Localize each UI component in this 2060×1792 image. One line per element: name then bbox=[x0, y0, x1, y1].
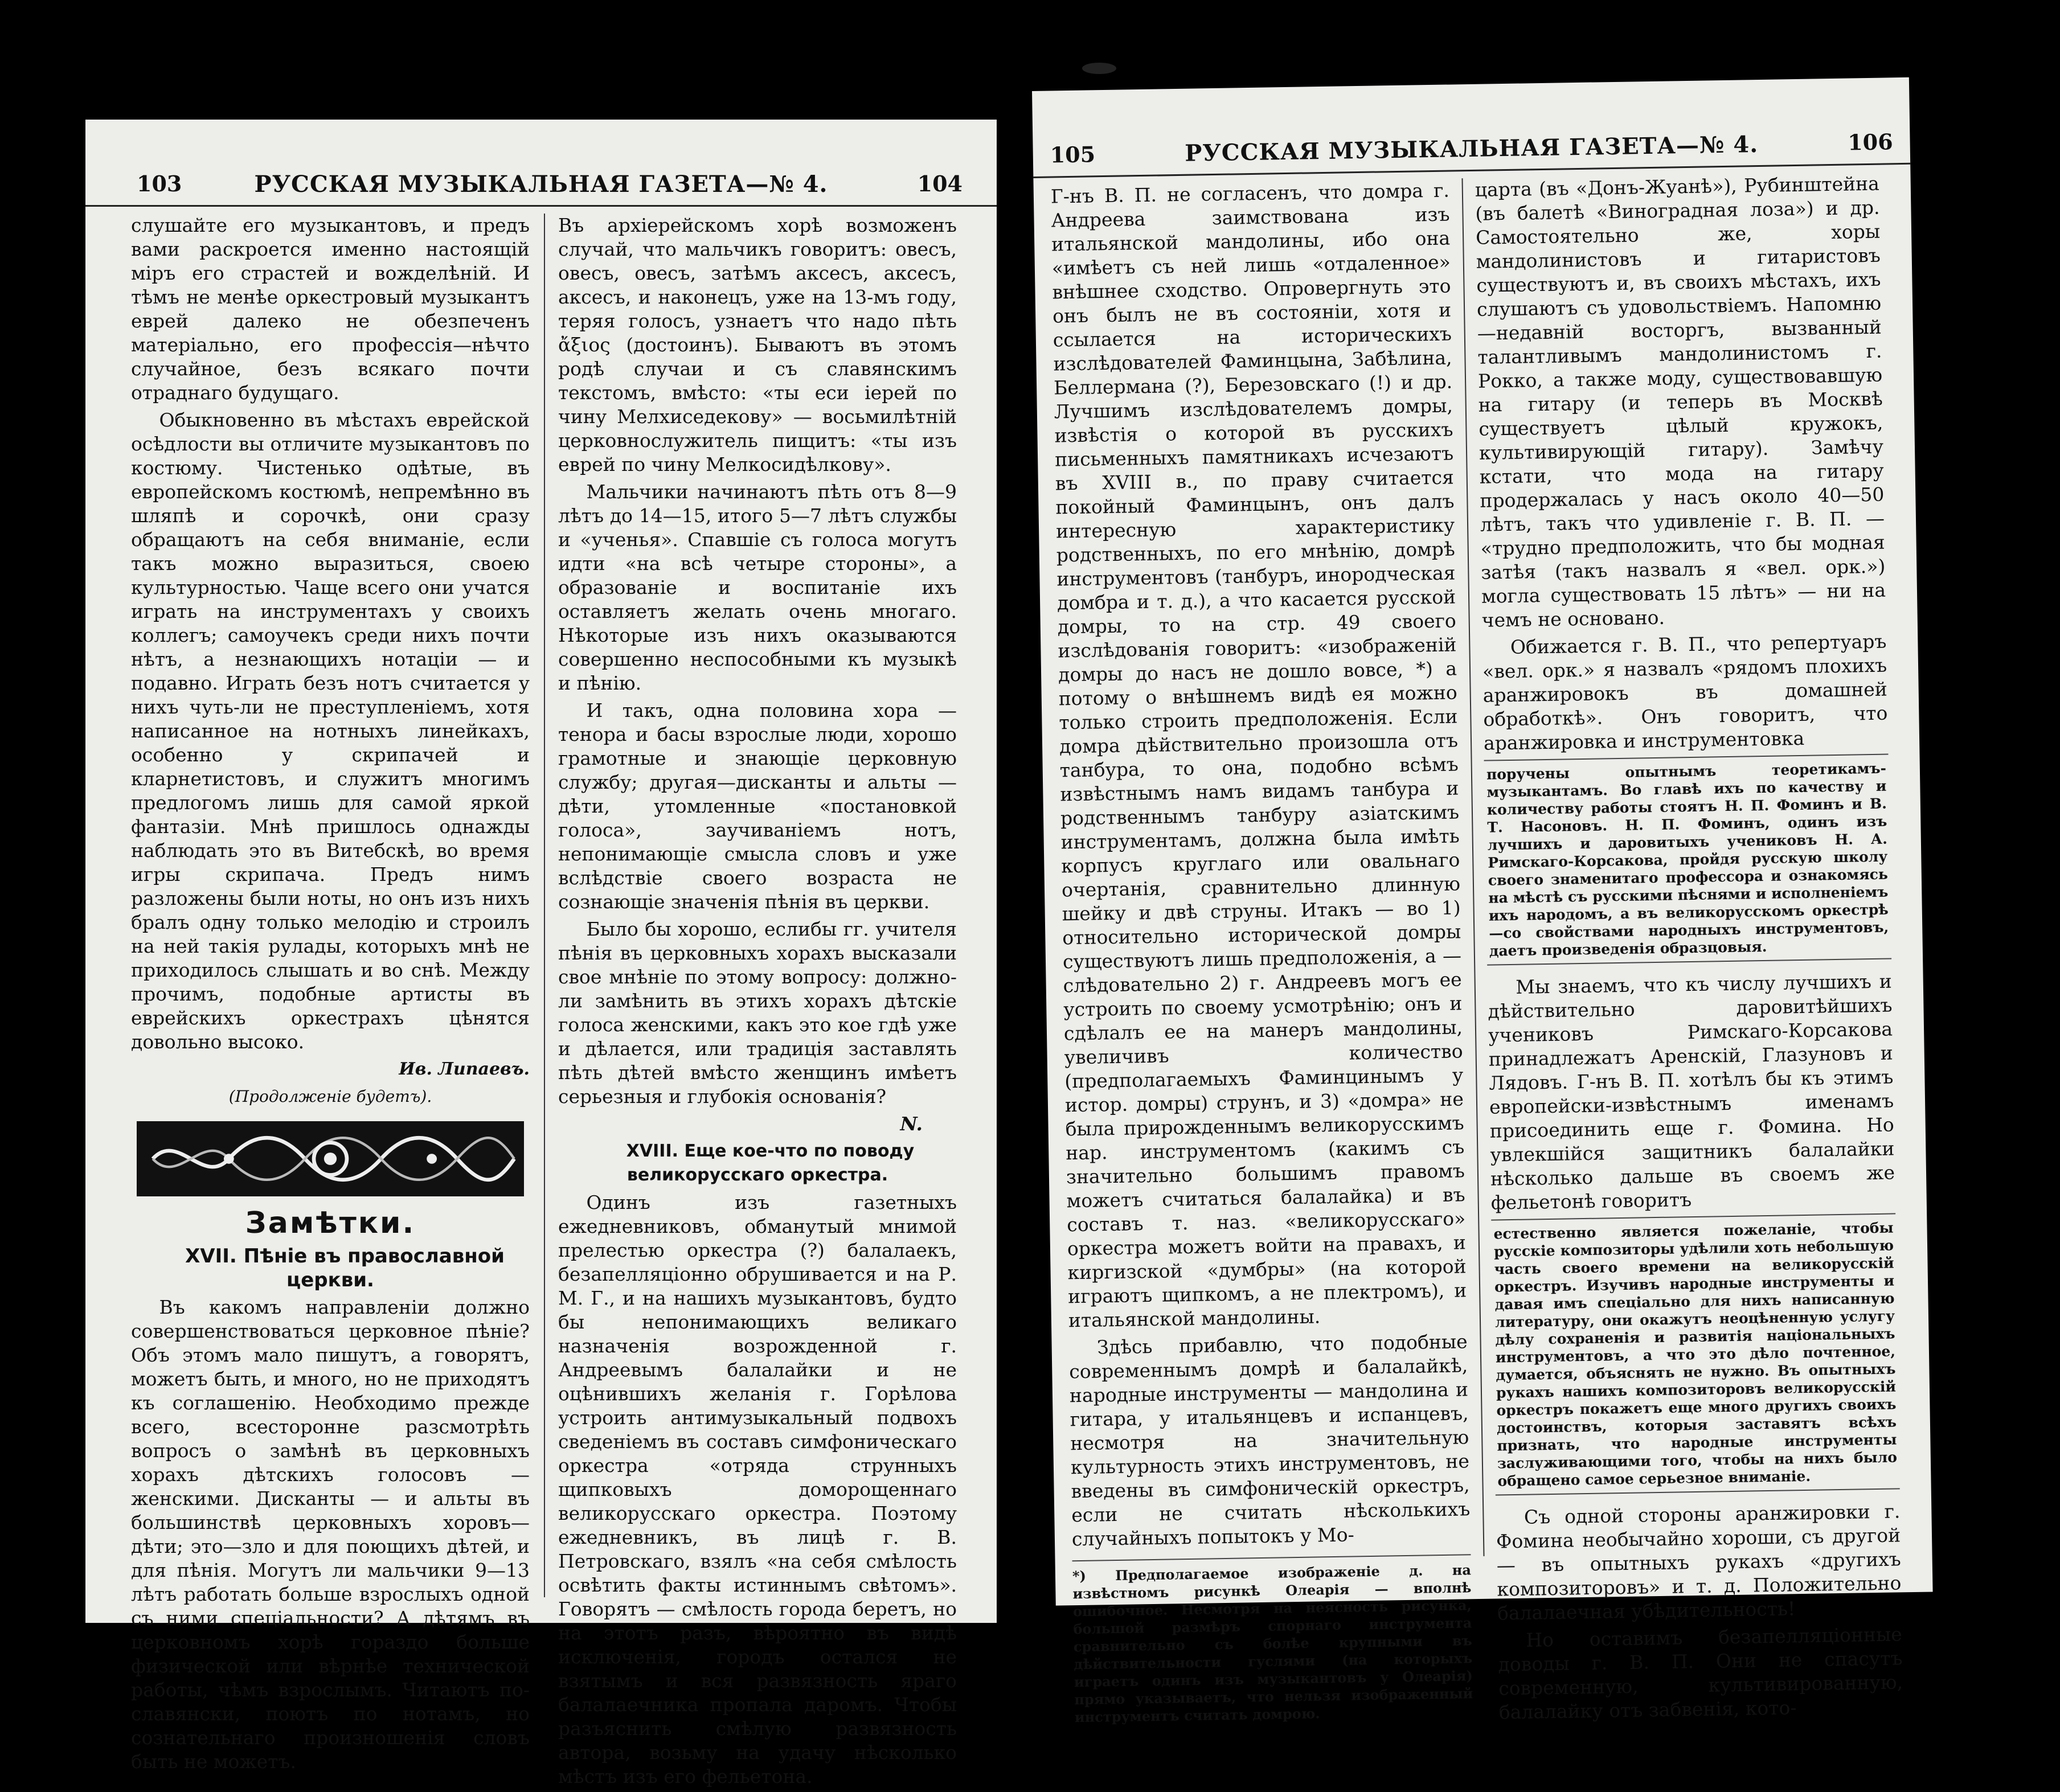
author-signature: Ив. Липаевъ. bbox=[399, 1059, 530, 1079]
right-page-column-2 bbox=[1475, 172, 1903, 1728]
subsection-title: XVIII. Еще кое-что по поводу великорусскаго оркестра. bbox=[626, 1141, 915, 1185]
right-page bbox=[1032, 77, 1933, 1726]
paragraph: Г-нъ В. П. не согласенъ, что домра г. Андреева заимствована изъ итальянской мандолины, ибо она «имѣетъ съ ней лишь «отдаленное» внѣшнее сходство. Опровергнуть это онъ былъ не въ состояніи, хотя и ссылается на историческихъ изслѣдователей Фаминцына, Забѣлина, Беллермана (?), Березовскаго (!) и др. Лучшимъ изслѣдователемъ домры, извѣстія о которой въ русскихъ письменныхъ памятникахъ исчезаютъ въ XVIII в., по праву считается покойный Фаминцынъ, онъ далъ интересную характеристику родственныхъ, по его мнѣнію, домрѣ инструментовъ (танбуръ, инородческая домбра и т. д.), а что касается русской домры, то на стр. 49 своего изслѣдованія говоритъ: «изображеній домры до насъ не дошло вовсе, *) а потому о внѣшнемъ видѣ ея можно только строить предположенія. Если домра дѣйствительно произошла отъ танбура, то она, подобно всѣмъ извѣстнымъ намъ видамъ танбура и родственнымъ танбуру азіатскимъ инструментамъ, должна была имѣть корпусъ круглаго или овальнаго очертанія, сравнительно длинную шейку и двѣ струны. Итакъ — во 1) относительно исторической домры существуютъ лишь предположенія, а — слѣдовательно 2) г. Андреевъ могъ ее устроить по своему усмотрѣнію; онъ и сдѣлалъ ее на манеръ мандолины, увеличивъ количество (предполагаемыхъ Фаминцинымъ у истор. домры) струнъ, и 3) «домра» не была прирожденнымъ великорусскимъ нар. инструментомъ (какимъ съ значительно большимъ правомъ можетъ считаться балалайка) и въ составъ т. наз. «великорусскаго» оркестра можетъ войти на правахъ, и киргизской «думбры» (на которой играютъ щипкомъ, а не плектромъ), и итальянской мандолины. bbox=[1050, 179, 1467, 1332]
scan-speck bbox=[558, 74, 581, 84]
ornament-graphic bbox=[140, 1125, 521, 1193]
paragraph: слушайте его музыкантовъ, и предъ вами раскроется именно настоящій міръ его страстей и вожделѣній. И тѣмъ не менѣе оркестровый музыкантъ еврей далеко не обезпеченъ матеріально, его профессія—нѣчто случайное, безъ всякаго почти отраднаго будущаго. bbox=[131, 214, 530, 404]
page-number: 106 bbox=[1847, 129, 1893, 155]
paragraph: Мы знаемъ, что къ числу лучшихъ и дѣйствительно даровитѣйшихъ учениковъ Римскаго-Корсакова принадлежатъ Аренскій, Глазуновъ и Лядовъ. Г-нъ В. П. хотѣлъ бы къ этимъ европейски-извѣстнымъ именамъ присоединить еще г. Фомина. Но увлекшійся защитникъ балалайки нѣсколько дальше въ своемъ же фельетонѣ говоритъ bbox=[1488, 970, 1895, 1214]
paragraph: Въ архіерейскомъ хорѣ возможенъ случай, что мальчикъ говоритъ: овесъ, овесъ, овесъ, затѣмъ аксесъ, аксесъ, аксесъ, и наконецъ, уже на 13-мъ году, теряя голосъ, узнаетъ что надо пѣть ἄξιος (достоинъ). Бываютъ въ этомъ родѣ случаи и съ славянскимъ текстомъ, вмѣсто: «ты еси іерей по чину Мелхиседекову» — восьмилѣтній церковнослужитель пищитъ: «ты изъ еврей по чину Мелкосидѣлкову». bbox=[558, 214, 957, 475]
author-signature: N. bbox=[900, 1113, 923, 1135]
paragraph: царта (въ «Донъ-Жуанѣ»), Рубинштейна (въ балетѣ «Виноградная лоза») и др. Самостоятельно же, хоры мандолинистовъ и гитаристовъ существуютъ и, въ своихъ мѣстахъ, ихъ слушаютъ съ удовольствіемъ. Напомню—недавній восторгъ, вызванный талантливымъ мандолинистомъ г. Рокко, а также моду, существовавшую на гитару (и теперь въ Москвѣ существуетъ цѣлый кружокъ, культивирующій гитару). Замѣчу кстати, что мода на гитару продержалась у насъ около 40—50 лѣтъ, такъ что удивленіе г. В. П. — «трудно предположить, что бы модная затѣя (такъ назвалъ я «вел. орк.») могла существовать 15 лѣтъ» — ни на чемъ не основано. bbox=[1475, 172, 1886, 631]
paragraph: Здѣсь прибавлю, что подобные современнымъ домрѣ и балалайкѣ, народные инструменты — мандолина и гитара, у итальянцевъ и испанцевъ, несмотря на значительную культурность этихъ инструментовъ, не введены въ симфоническій оркестръ, если не считать нѣсколькихъ случайныхъ попытокъ у Мо- bbox=[1069, 1330, 1471, 1551]
paragraph: Обыкновенно въ мѣстахъ еврейской осѣдлости вы отличите музыкантовъ по костюму. Чистенько одѣтые, въ европейскомъ костюмѣ, непремѣнно въ шляпѣ и сорочкѣ, они сразу обращаютъ на себя вниманіе, если такъ можно выразиться, своею культурностью. Чаще всего они учатся играть на инструментахъ у своихъ коллегъ; самоучекъ среди нихъ почти нѣтъ, а незнающихъ нотаціи — и подавно. Играть безъ нотъ считается у нихъ чуть-ли не преступленіемъ, хотя написанное на нотныхъ линейкахъ, особенно у скрипачей и кларнетистовъ, и служитъ многимъ предлогомъ лишь для самой яркой фантазіи. Мнѣ пришлось однажды наблюдать это въ Витебскѣ, во время игры скрипача. Предъ нимъ разложены были ноты, но онъ изъ нихъ бралъ одну только мелодію и строилъ на ней такія рулады, которыхъ мнѣ не приходилось слышать и во снѣ. Между прочимъ, подобные артисты въ еврейскихъ оркестрахъ цѣнятся довольно высоко. bbox=[131, 409, 530, 1053]
scan-speck bbox=[1082, 63, 1116, 74]
continued-note: (Продолженіе будетъ). bbox=[228, 1087, 432, 1106]
paragraph: Мальчики начинаютъ пѣть отъ 8—9 лѣтъ до 14—15, итого 5—7 лѣтъ службы и «ученья». Спавшіе съ голоса могутъ идти «на всѣ четыре стороны», а образованіе и воспитаніе ихъ оставляетъ желать очень многаго. Нѣкоторые изъ нихъ оказываются совершенно неспособными къ музыкѣ и пѣнію. bbox=[558, 481, 957, 694]
paragraph: Было бы хорошо, еслибы гг. учителя пѣнія въ церковныхъ хорахъ высказали свое мнѣніе по этому вопросу: должно-ли замѣнить въ этихъ хорахъ дѣтскіе голоса женскими, какъ это кое гдѣ уже и дѣлается, или традиція заставлять пѣть дѣтей вмѣсто женщинъ имѣетъ серьезныя и глубокія основанія? bbox=[558, 918, 957, 1108]
column-divider bbox=[544, 214, 545, 1597]
footnote: *) Предполагаемое изображеніе д. на извѣстномъ рисункѣ Олеарія — вполнѣ ошибочное. Несмотря на неясность рисунка, большой размѣръ спорнаго инструмента сравнительно съ болѣе крупными въ дѣйствительности гуслями (на которыхъ играетъ одинъ изъ музыкантовъ у Олеарія) прямо указываетъ, что нельзя изображенный инструментъ считать домрою. bbox=[1072, 1554, 1473, 1726]
paragraph: Но оставимъ безапелляціонные доводы г. В. П. Они не спасутъ современную, культивированную, балалайку отъ забвенія, кото- bbox=[1498, 1623, 1903, 1724]
paragraph: И такъ, одна половина хора — тенора и басы взрослые люди, хорошо грамотные и знающіе церковную службу; другая—дисканты и альты — дѣти, утомленные «постановкой голоса», заучиваніемъ нотъ, непонимающіе смысла словъ и уже вслѣдствіе своего возраста не сознающіе значенія пѣнія въ церкви. bbox=[558, 699, 957, 913]
decorative-ornament-banner bbox=[137, 1121, 524, 1196]
left-page-column-1 bbox=[131, 214, 530, 1777]
right-page-header bbox=[1033, 123, 1910, 178]
page-number: 104 bbox=[917, 171, 963, 196]
left-page bbox=[85, 120, 997, 1787]
page-number: 103 bbox=[137, 171, 182, 196]
section-title: Замѣтки. bbox=[245, 1206, 416, 1240]
quoted-inset: естественно является пожеланіе, чтобы русскіе композиторы удѣлили хоть небольшую часть своего времени на великорусскій оркестръ. Изучивъ народные инструменты и давая имъ спеціально для нихъ написанную литературу, они окажутъ неоцѣненную услугу дѣлу сохраненія и развитія національныхъ инструментовъ, а что это дѣло почтенное, думается, объяснять не нужно. Въ опытныхъ рукахъ нашихъ композиторовъ великорусскій оркестръ покажетъ еще много другихъ своихъ достоинствъ, которыя заставятъ всѣхъ признать, что народные инструменты заслуживающими того, чтобы на нихъ было обращено самое серьезное вниманіе. bbox=[1491, 1213, 1900, 1495]
page-number: 105 bbox=[1050, 141, 1096, 168]
subsection-title: XVII. Пѣніе въ православной церкви. bbox=[185, 1245, 505, 1291]
left-page-header bbox=[85, 165, 997, 207]
newspaper-title: РУССКАЯ МУЗЫКАЛЬНАЯ ГАЗЕТА—№ 4. bbox=[254, 171, 828, 198]
paragraph: Одинъ изъ газетныхъ ежедневниковъ, обманутый мнимой прелестью оркестра (?) балалаекъ, безапелляціонно обрушивается и на Р. М. Г., и на нашихъ музыкантовъ, будто бы непонимающихъ великаго назначенія возрожденной г. Андреевымъ балалайки и не оцѣнившихъ желанія г. Горѣлова устроить антимузыкальный подвохъ сведеніемъ въ составъ симфоническаго оркестра «отряда струнныхъ щипковыхъ доморощеннаго великорусскаго оркестра. Поэтому ежедневникъ, въ лицѣ г. В. Петровскаго, взялъ «на себя смѣлость освѣтить факты истиннымъ свѣтомъ». Говорятъ — смѣлость города беретъ, но на этотъ разъ, вѣроятно въ видѣ исключенія, городъ остался не взятымъ и вся развязность яраго балалаечника пропала даромъ. Чтобы разъяснить смѣлую развязность автора, возьму на удачу нѣсколько мѣстъ изъ его фельетона. bbox=[558, 1191, 957, 1787]
paragraph: Въ какомъ направленіи должно совершенствоваться церковное пѣніе? Объ этомъ мало пишутъ, а говорятъ, можетъ быть, и много, но не приходятъ къ соглашенію. Необходимо прежде всего, всесторонне разсмотрѣть вопросъ о замѣнѣ въ церковныхъ хорахъ дѣтскихъ голосовъ — женскими. Дисканты — и альты въ большинствѣ церковныхъ хоровъ—дѣти; это—зло и для поющихъ дѣтей, и для пѣнія. Могутъ ли мальчики 9—13 лѣтъ работать больше взрослыхъ одной съ ними спеціальности? А дѣтямъ въ церковномъ хорѣ гораздо больше физической или вѣрнѣе технической работы, чѣмъ взрослымъ. Читаютъ по-славянски, поютъ по нотамъ, но сознательнаго произношенія словъ быть не можетъ. bbox=[131, 1296, 530, 1773]
paragraph: Съ одной стороны аранжировки г. Фомина необычайно хороши, съ другой — въ опытныхъ рукахъ «другихъ композиторовъ» и т. д. Положительно балалаечная убѣдительность! bbox=[1496, 1500, 1902, 1625]
right-page-column-1 bbox=[1051, 179, 1473, 1727]
left-page-column-2 bbox=[558, 214, 957, 1792]
newspaper-title: РУССКАЯ МУЗЫКАЛЬНАЯ ГАЗЕТА—№ 4. bbox=[1184, 130, 1759, 167]
quoted-inset: поручены опытнымъ теоретикамъ-музыкантамъ. Во главѣ ихъ по качеству и количеству работы стоятъ Н. П. Фоминъ и В. Т. Насоновъ. Н. П. Фоминъ, одинъ изъ лучшихъ и даровитыхъ учениковъ Н. А. Римскаго-Корсакова, пройдя русскую школу своего знаменитаго профессора и ознакомясь на мѣстѣ съ русскими пѣснями и исполненіемъ ихъ народомъ, а въ великорусскомъ оркестрѣ—со свойствами народныхъ инструментовъ, даетъ произведенія образцовыя. bbox=[1484, 754, 1892, 966]
paragraph: Обижается г. В. П., что репертуаръ «вел. орк.» я назвалъ «рядомъ плохихъ аранжировокъ въ домашней обработкѣ». Онъ говоритъ, что аранжировка и инструментовка bbox=[1482, 630, 1888, 754]
